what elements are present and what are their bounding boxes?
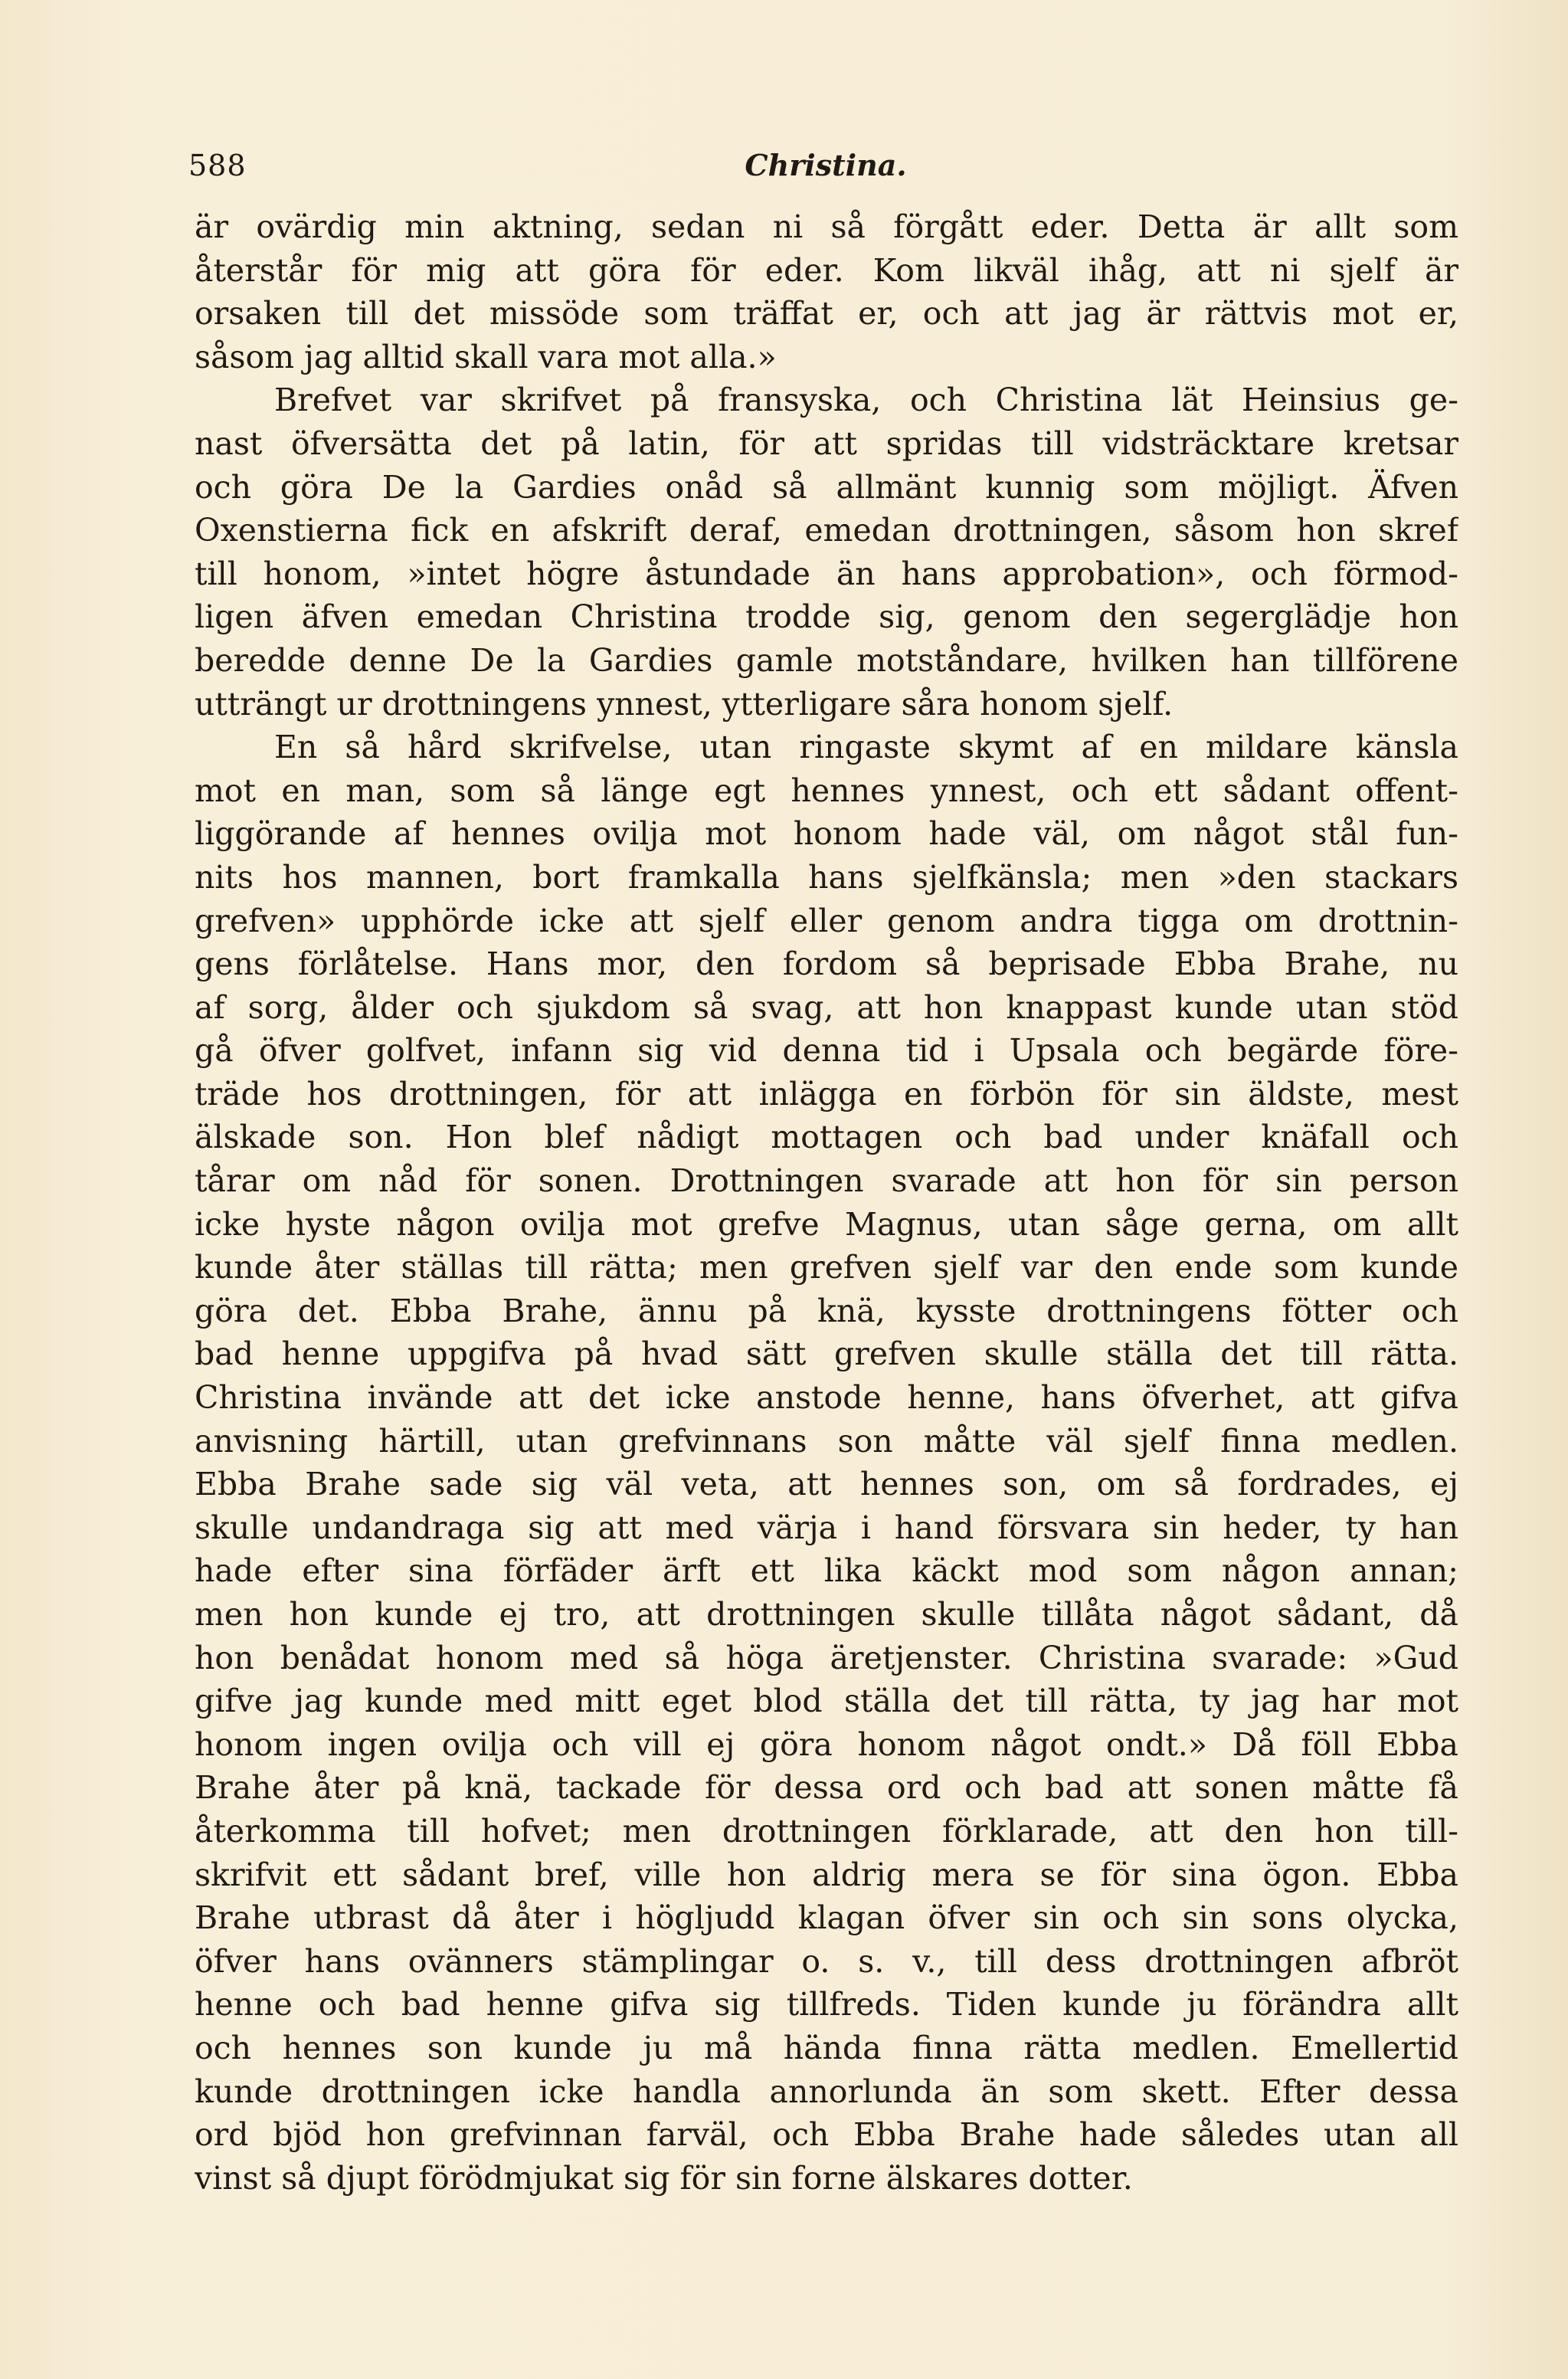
text-line: skulle undandraga sig att med värja i hand försvara sin heder, ty han: [195, 1509, 1458, 1546]
page-header: [188, 143, 1463, 188]
text-line: Brahe åter på knä, tackade för dessa ord och bad att sonen måtte få: [195, 1769, 1458, 1807]
text-line: Ebba Brahe sade sig väl veta, att hennes son, om så fordrades, ej: [195, 1466, 1458, 1503]
text-line: icke hyste någon ovilja mot grefve Magnus, utan såge gerna, om allt: [195, 1205, 1458, 1243]
text-line: är ovärdig min aktning, sedan ni så förgått eder. Detta är allt som: [195, 208, 1458, 245]
text-line: träde hos drottningen, för att inlägga en förbön för sin äldste, mest: [195, 1075, 1458, 1112]
text-line: älskade son. Hon blef nådigt mottagen och bad under knäfall och: [195, 1119, 1458, 1156]
text-line: nits hos mannen, bort framkalla hans sjelfkänsla; men »den stackars: [195, 858, 1458, 896]
text-line: mot en man, som så länge egt hennes ynnest, och ett sådant offent-: [195, 772, 1458, 809]
text-line: kunde drottningen icke handla annorlunda än som skett. Efter dessa: [195, 2073, 1458, 2110]
text-line: hade efter sina förfäder ärft ett lika käckt mod som någon annan;: [195, 1552, 1458, 1590]
text-line: gå öfver golfvet, infann sig vid denna tid i Upsala och begärde före-: [195, 1032, 1458, 1070]
body-text: [195, 205, 1458, 2200]
text-line: bad henne uppgifva på hvad sätt grefven skulle ställa det till rätta.: [195, 1335, 1458, 1373]
page-number: 588: [188, 149, 247, 182]
text-line: Oxenstierna fick en afskrift deraf, emedan drottningen, såsom hon skref: [195, 512, 1458, 549]
text-line: såsom jag alltid skall vara mot alla.»: [195, 338, 777, 375]
text-line: Christina invände att det icke anstode henne, hans öfverhet, att gifva: [195, 1379, 1458, 1417]
text-line: skrifvit ett sådant bref, ville hon aldrig mera se för sina ögon. Ebba: [195, 1856, 1458, 1893]
text-line: återkomma till hofvet; men drottningen förklarade, att den hon till-: [195, 1812, 1458, 1850]
text-line: till honom, »intet högre åstundade än hans approbation», och förmod-: [195, 555, 1458, 592]
text-line: honom ingen ovilja och vill ej göra honom något ondt.» Då föll Ebba: [195, 1725, 1458, 1763]
paragraph-start-line: En så hård skrifvelse, utan ringaste skymt af en mildare känsla: [274, 729, 1458, 766]
text-line: af sorg, ålder och sjukdom så svag, att hon knappast kunde utan stöd: [195, 988, 1458, 1026]
text-line: återstår för mig att göra för eder. Kom likväl ihåg, att ni sjelf är: [195, 251, 1458, 289]
text-line: göra det. Ebba Brahe, ännu på knä, kysste drottningens fötter och: [195, 1292, 1458, 1329]
text-line: Brahe utbrast då åter i högljudd klagan öfver sin och sin sons olycka,: [195, 1899, 1458, 1937]
text-line: öfver hans ovänners stämplingar o. s. v., till dess drottningen afbröt: [195, 1942, 1458, 1980]
paragraph-start-line: Brefvet var skrifvet på fransyska, och Christina lät Heinsius ge-: [274, 382, 1458, 419]
text-line: tårar om nåd för sonen. Drottningen svarade att hon för sin person: [195, 1162, 1458, 1200]
text-line: orsaken till det missöde som träffat er, och att jag är rättvis mot er,: [195, 295, 1458, 333]
text-line: nast öfversätta det på latin, för att spridas till vidsträcktare kretsar: [195, 424, 1458, 462]
text-line: utträngt ur drottningens ynnest, ytterligare såra honom sjelf.: [195, 685, 1174, 723]
text-line: men hon kunde ej tro, att drottningen skulle tillåta något sådant, då: [195, 1596, 1458, 1633]
text-line: kunde åter ställas till rätta; men grefven sjelf var den ende som kunde: [195, 1249, 1458, 1286]
text-line: och hennes son kunde ju må hända finna rätta medlen. Emellertid: [195, 2029, 1458, 2066]
text-line: hon benådat honom med så höga äretjenster. Christina svarade: »Gud: [195, 1639, 1458, 1676]
text-line: ord bjöd hon grefvinnan farväl, och Ebba Brahe hade således utan all: [195, 2116, 1458, 2154]
text-line: liggörande af hennes ovilja mot honom hade väl, om något stål fun-: [195, 815, 1458, 853]
text-line: anvisning härtill, utan grefvinnans son måtte väl sjelf finna medlen.: [195, 1422, 1458, 1460]
text-line: gifve jag kunde med mitt eget blod ställa det till rätta, ty jag har mot: [195, 1683, 1458, 1720]
text-line: beredde denne De la Gardies gamle motståndare, hvilken han tillförene: [195, 641, 1458, 679]
text-line: henne och bad henne gifva sig tillfreds. Tiden kunde ju förändra allt: [195, 1986, 1458, 2023]
text-line: grefven» upphörde icke att sjelf eller genom andra tigga om drottnin-: [195, 902, 1458, 939]
text-line: och göra De la Gardies onåd så allmänt kunnig som möjligt. Äfven: [195, 468, 1458, 506]
text-line: ligen äfven emedan Christina trodde sig, genom den segerglädje hon: [195, 598, 1458, 636]
text-line: vinst så djupt förödmjukat sig för sin forne älskares dotter.: [195, 2159, 1133, 2197]
running-title: Christina.: [745, 148, 907, 182]
text-line: gens förlåtelse. Hans mor, den fordom så beprisade Ebba Brahe, nu: [195, 945, 1458, 983]
